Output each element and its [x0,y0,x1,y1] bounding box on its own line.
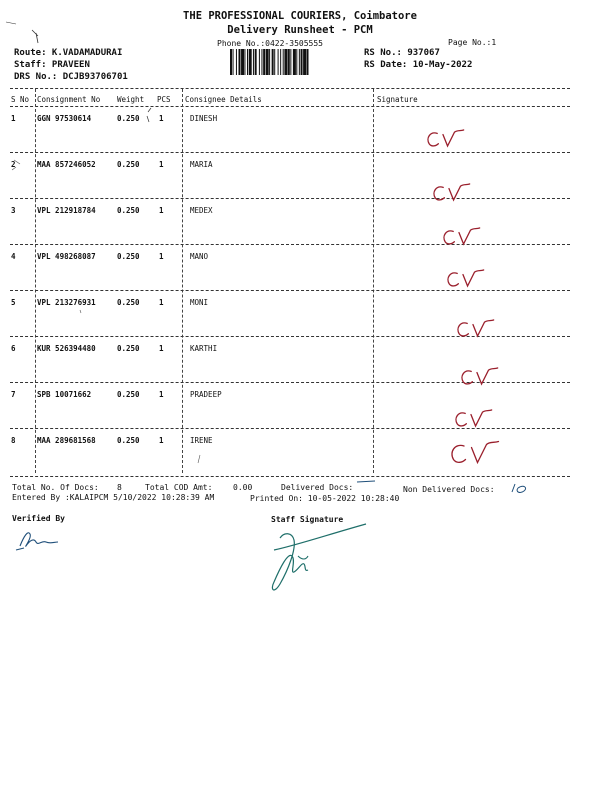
row-weight: 0.250 [117,436,140,445]
rs-date: RS Date: 10-May-2022 [364,60,473,70]
row-weight: 0.250 [117,114,140,123]
row-pcs: 1 [159,344,164,353]
row-consignee: PRADEEP [190,390,222,399]
row-consignment-no: VPL 498268087 [37,252,96,261]
row-consignee: MARIA [190,160,213,169]
row-consignee: DINESH [190,114,218,123]
row-sno: 1 [11,114,16,123]
row-weight: 0.250 [117,344,140,353]
row-consignment-no: VPL 213276931 [37,298,96,307]
row-pcs: 1 [159,114,164,123]
cod-label: Total COD Amt: [145,483,213,492]
row-consignee: MANO [190,252,209,261]
row-consignment-no: GGN 97530614 [37,114,92,123]
row-consignment-no: SPB 10071662 [37,390,92,399]
row-weight: 0.250 [117,390,140,399]
rs-number: RS No.: 937067 [364,48,440,58]
row-weight: 0.250 [117,252,140,261]
col-consignment-header: Consignment No [37,95,101,104]
row-consignment-no: KUR 526394480 [37,344,96,353]
verified-by-label: Verified By [12,514,65,523]
row-consignment-no: VPL 212918784 [37,206,96,215]
route-label: Route: K.VADAMADURAI [14,48,123,58]
printed-on: Printed On: 10-05-2022 10:28:40 [250,494,400,503]
row-sno: 5 [11,298,16,307]
row-pcs: 1 [159,252,164,261]
sheet-title: Delivery Runsheet - PCM [227,24,373,36]
col-sno-header: S No [11,95,30,104]
row-weight: 0.250 [117,298,140,307]
row-sno: 2 [11,160,16,169]
row-sno: 3 [11,206,16,215]
row-sno: 6 [11,344,16,353]
cod-value: 0.00 [233,483,253,492]
row-weight: 0.250 [117,206,140,215]
row-sno: 8 [11,436,16,445]
col-pcs-header: PCS [157,95,171,104]
row-pcs: 1 [159,436,164,445]
col-weight-header: Weight [117,95,145,104]
staff-label: Staff: PRAVEEN [14,60,90,70]
row-consignee: MONI [190,298,209,307]
row-pcs: 1 [159,298,164,307]
page-number: Page No.:1 [448,38,497,47]
row-pcs: 1 [159,206,164,215]
company-title: THE PROFESSIONAL COURIERS, Coimbatore [183,10,417,22]
row-pcs: 1 [159,160,164,169]
non-delivered-docs-label: Non Delivered Docs: [403,485,495,494]
row-consignee: IRENE [190,436,213,445]
phone-number: Phone No.:0422-3505555 [217,39,323,48]
row-sno: 4 [11,252,16,261]
delivered-docs-label: Delivered Docs: [281,483,354,492]
total-docs-value: 8 [117,483,122,492]
entered-by: Entered By :KALAIPCM 5/10/2022 10:28:39 AM [12,493,215,502]
row-consignment-no: MAA 857246052 [37,160,96,169]
staff-signature-label: Staff Signature [271,515,344,524]
row-weight: 0.250 [117,160,140,169]
col-consignee-header: Consignee Details [185,95,262,104]
drs-number: DRS No.: DCJB93706701 [14,72,128,82]
row-consignee: MEDEX [190,206,213,215]
row-pcs: 1 [159,390,164,399]
row-consignee: KARTHI [190,344,218,353]
row-consignment-no: MAA 289681568 [37,436,96,445]
total-docs-label: Total No. Of Docs: [12,483,99,492]
row-sno: 7 [11,390,16,399]
col-signature-header: Signature [377,95,418,104]
